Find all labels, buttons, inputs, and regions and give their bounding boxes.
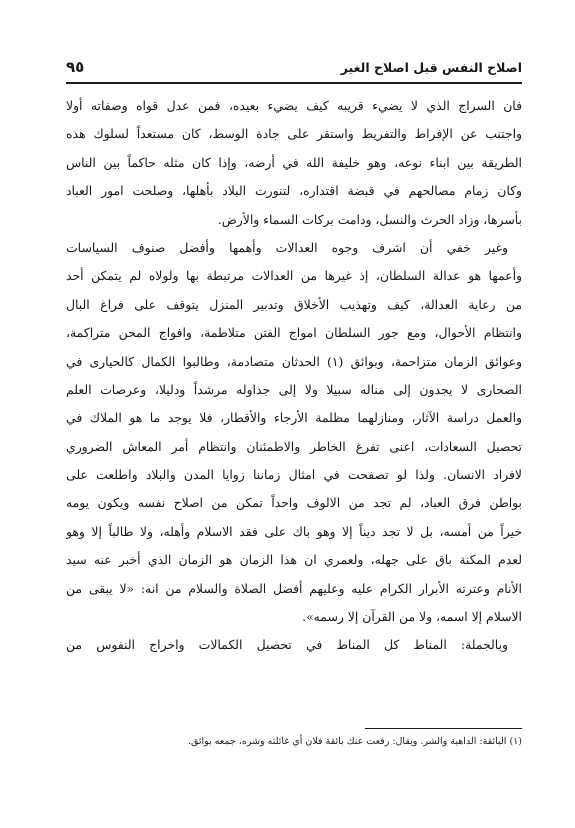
text-line: وعوائق الزمان متزاحمة، وبوائق (١) الحدثان متصادمة، وطالبوا الكمال كالحيارى في xyxy=(66,353,522,369)
text-line: فان السراج الذي لا يضيء قريبه كيف يضيء بعيده، فمن عدل قواه وصفاته أولا xyxy=(66,98,522,113)
text-line: من رعاية العدالة، كيف وتهذيب الأخلاق وتدبير المنزل يتوقف على فراغ البال xyxy=(66,296,522,312)
footnote: (١) البائقة: الداهية والشر. ويقال: رفعت عنك بائقة فلان أي غائلته وشره، جمعه بوائق. xyxy=(187,736,522,747)
body-text xyxy=(66,92,522,660)
text-line: وانتظام الأحوال، ومع جور السلطان امواج الفتن متلاطمة، وافواج المحن متراكمة، xyxy=(66,325,522,341)
text-line: والعمل دراسة الآثار، ومنازلهما مظلمة الأرجاء والأقطار، فلا يوجد ما هو الملاك في xyxy=(66,410,522,426)
running-title: اصلاح النفس قبل اصلاح الغير xyxy=(340,60,522,75)
page-number: ٩٥ xyxy=(66,58,85,76)
text-line: واجتنب عن الإفراط والتفريط واستقر على جادة الوسط، كان مستعداً لسلوك هذه xyxy=(66,126,522,142)
running-header xyxy=(66,58,522,82)
text-line: لعدم المكنة باق على جهله، ولعمري ان هذا الزمان هو الزمان الذي أخبر عنه سيد xyxy=(66,552,522,568)
text-line: لافراد الانسان. ولذا لو تصفحت في امثال زماننا زوايا المدن والبلاد واطلعت على xyxy=(66,467,522,483)
text-line: الأنام وعترته الأبرار الكرام عليه وعليهم أفضل الصلاة والسلام من انه: «لا يبقى من xyxy=(66,580,522,596)
text-line: الصحارى لا يجدون إلى مناله سبيلا ولا إلى جداوله مرشداً ودليلا، وعرصات العلم xyxy=(66,381,522,397)
text-line: وأعمها هو عدالة السلطان، إذ غيرها من العدالات مرتبطة بها ولولاه لم يتمكن أحد xyxy=(66,268,522,284)
text-line: وغير خفي أن اشرف وجوه العدالات وأهمها وأفضل صنوف السياسات xyxy=(66,239,508,255)
header-rule xyxy=(66,82,522,84)
text-line: الطريقة بين ابناء نوعه، وهو خليفة الله في أرضه، وإذا كان مثله حاكماً بين الناس xyxy=(66,154,522,170)
text-line: الاسلام إلا اسمه، ولا من القرآن إلا رسمه». xyxy=(302,609,522,625)
text-line: خيراً من أمسه، بل لا تجد ديناً إلا وهو باك على فقد الاسلام وأهله، ولا طالباً إلا وهو xyxy=(66,523,522,539)
text-line: بأسرها، وزاد الحرث والنسل، ودامت بركات السماء والأرض. xyxy=(217,211,522,227)
text-line: وكان زمام مصالحهم في قبضة اقتداره، لتنورت البلاد بأهلها، وصلحت امور العباد xyxy=(66,183,522,199)
footnote-rule xyxy=(365,728,522,729)
text-line: بواطن فرق العباد، لم تجد من الالوف واحداً تمكن من اصلاح نفسه ويكون يومه xyxy=(66,495,522,511)
text-line: تحصيل السعادات، اعنى تفرغ الخاطر والاطمئنان وانتظام أمر المعاش الضروري xyxy=(66,438,522,454)
text-line: وبالجملة: المناط كل المناط في تحصيل الكمالات واخراج النفوس من xyxy=(66,637,508,653)
